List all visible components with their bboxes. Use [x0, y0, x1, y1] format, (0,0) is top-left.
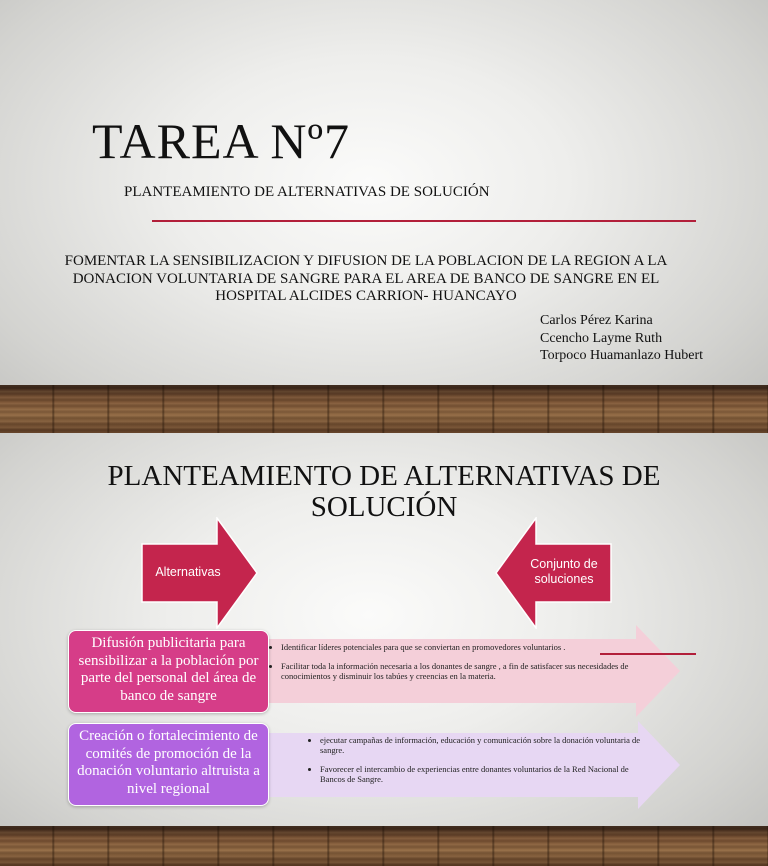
slide-subtitle: PLANTEAMIENTO DE ALTERNATIVAS DE SOLUCIÓN	[124, 184, 490, 200]
solutions-list-1	[272, 642, 642, 690]
solution-item: • Facilitar toda la información necesaria a los donantes de sangre , a fin de satisfacer sus necesidades de conocimientos y disminuir los tabúes y creencias en la materia.	[281, 661, 642, 681]
author-name: Carlos Pérez Karina	[540, 313, 653, 328]
alternative-card-comites: Creación o fortalecimiento de comités de promoción de la donación voluntario altruista a nivel regional	[68, 723, 269, 806]
author-list	[540, 312, 703, 365]
author-name: Ccencho Layme Ruth	[540, 330, 663, 346]
title-divider	[152, 220, 696, 222]
slide-title: TAREA Nº7	[92, 113, 350, 169]
solution-item: • Identificar líderes potenciales para que se conviertan en promovedores voluntarios .	[281, 642, 642, 652]
author-name: Torpoco Huamanlazo Hubert	[540, 348, 704, 363]
wood-floor-decoration	[0, 826, 768, 866]
slide-title	[60, 461, 708, 523]
soluciones-label-line: soluciones	[534, 572, 594, 586]
soluciones-label-line: Conjunto de	[530, 557, 598, 571]
solution-item: • ejecutar campañas de información, educación y comunicación sobre la donación voluntaria de sangre.	[320, 735, 651, 755]
objective-line: HOSPITAL ALCIDES CARRION- HUANCAYO	[215, 288, 517, 304]
objective-line: DONACION VOLUNTARIA DE SANGRE PARA EL AREA DE BANCO DE SANGRE EN EL	[72, 270, 660, 287]
alternativas-label: Alternativas	[155, 565, 221, 579]
solution-item: • Favorecer el intercambio de experiencias entre donantes voluntarios de la Red Nacional de Bancos de Sangre.	[320, 764, 651, 784]
alternative-card-difusion: Difusión publicitaria para sensibilizar a la población por parte del personal del área de banco de sangre	[68, 630, 269, 713]
objective-line: FOMENTAR LA SENSIBILIZACION Y DIFUSION DE LA POBLACION DE LA REGION A LA	[64, 253, 668, 269]
soluciones-label	[522, 557, 606, 587]
title-line: PLANTEAMIENTO DE ALTERNATIVAS DE	[107, 460, 661, 492]
wood-floor-decoration	[0, 385, 768, 433]
objective-text	[56, 253, 676, 306]
title-line: SOLUCIÓN	[310, 491, 458, 523]
alternatives-slide	[0, 433, 768, 866]
solutions-list-2	[311, 735, 651, 793]
